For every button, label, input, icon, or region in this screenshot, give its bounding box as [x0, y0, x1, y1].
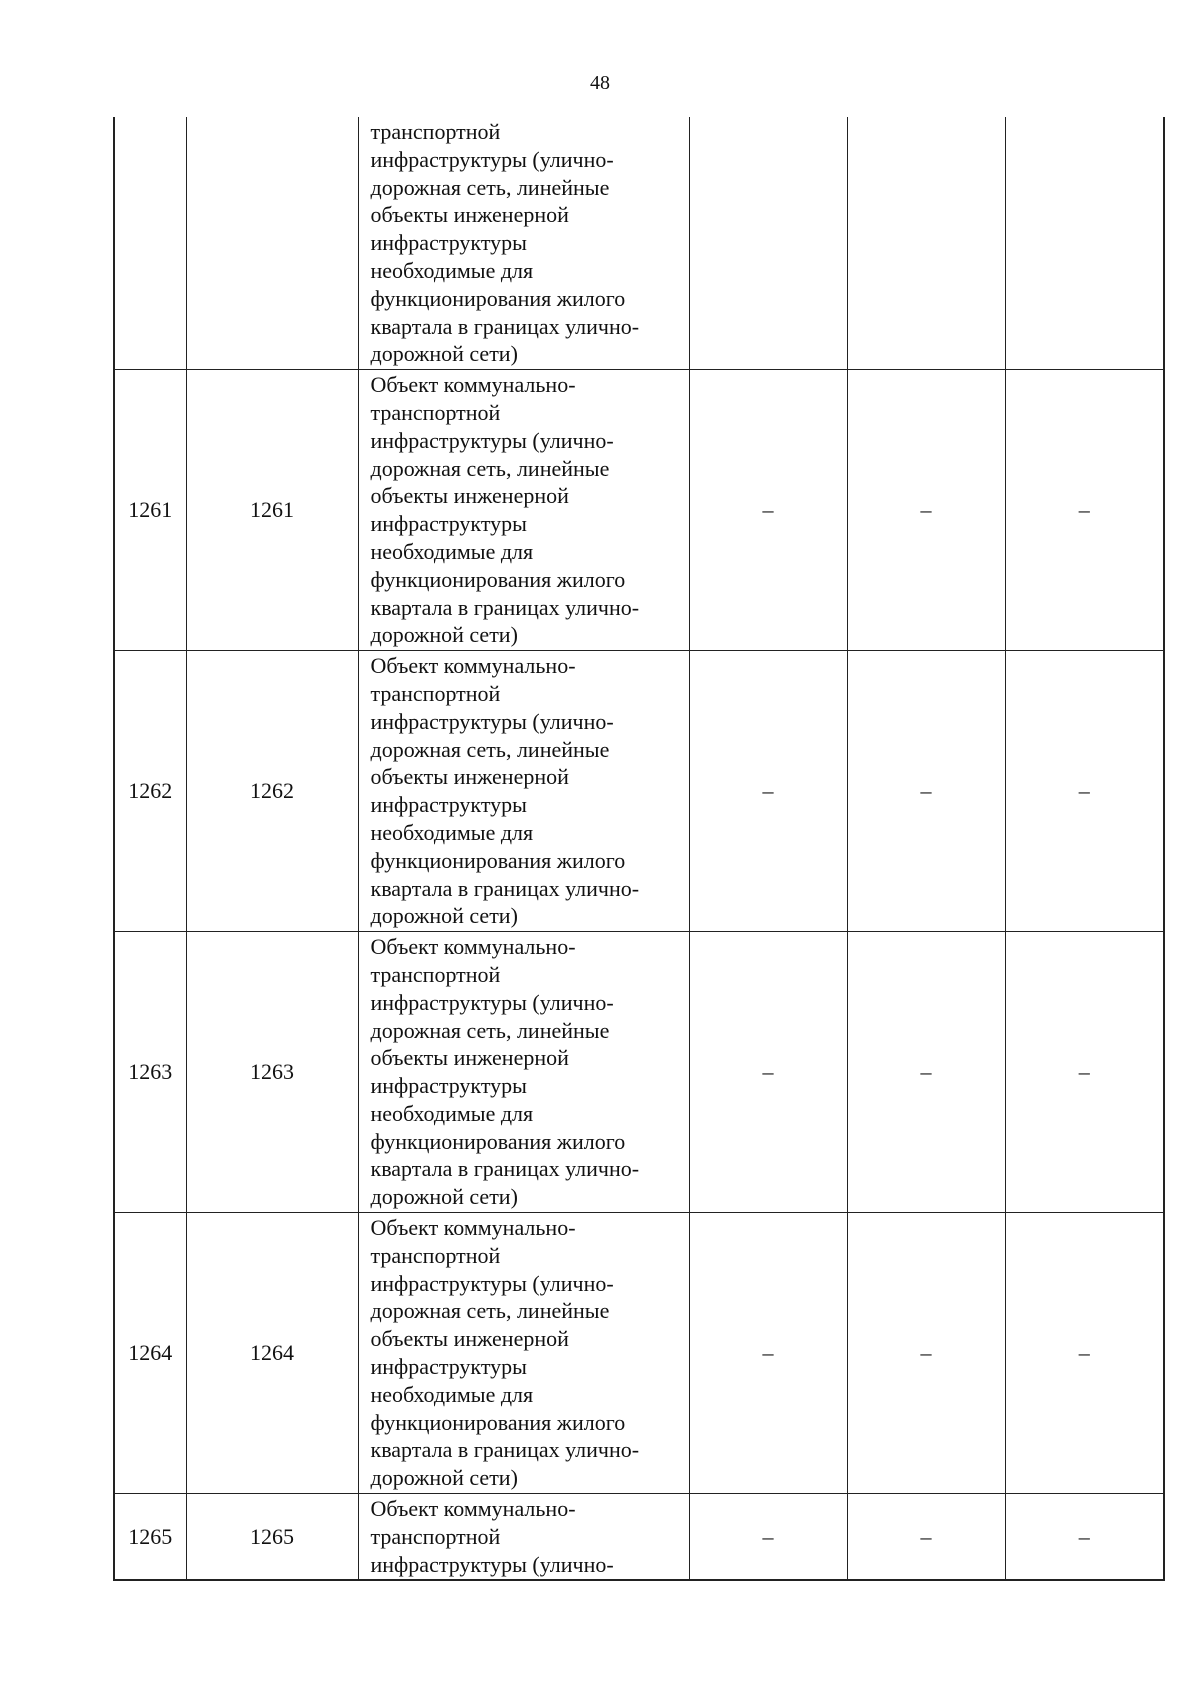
description-line: Объект коммунально-: [370, 653, 576, 679]
description-line: инфраструктуры (улично-: [370, 1270, 614, 1296]
description-line: функционирования жилого: [370, 285, 626, 311]
description-line: дорожной сети): [370, 903, 518, 929]
description-line: дорожной сети): [370, 1465, 518, 1491]
table-row: [115, 1494, 1163, 1580]
cell-id: 1261: [186, 370, 358, 651]
description-line: транспортной: [370, 119, 501, 144]
description-line: функционирования жилого: [370, 566, 626, 592]
cell-col5: –: [847, 1494, 1005, 1580]
description-line: инфраструктуры (улично-: [370, 989, 614, 1015]
description-line: дорожной сети): [370, 1184, 518, 1210]
cell-id: 1264: [186, 1213, 358, 1494]
cell-description: [358, 932, 689, 1213]
cell-id: 1263: [186, 932, 358, 1213]
description-line: дорожной сети): [370, 622, 518, 648]
description-line: дорожная сеть, линейные: [370, 1298, 610, 1324]
table-row: [115, 1213, 1163, 1494]
data-table-frame: [113, 117, 1165, 1581]
cell-id: [186, 117, 358, 370]
description-line: функционирования жилого: [370, 847, 626, 873]
description-line: инфраструктуры (улично-: [370, 146, 614, 172]
cell-col5: –: [847, 1213, 1005, 1494]
description-line: необходимые для: [370, 538, 534, 564]
cell-description: [358, 1494, 689, 1580]
description-line: дорожной сети): [370, 341, 518, 367]
description-line: необходимые для: [370, 1381, 534, 1407]
cell-number: 1263: [115, 932, 186, 1213]
cell-col6: –: [1005, 651, 1163, 932]
description-line: необходимые для: [370, 257, 534, 283]
description-line: инфраструктуры: [370, 1354, 527, 1380]
description-line: объекты инженерной: [370, 483, 569, 509]
cell-description: [358, 1213, 689, 1494]
cell-col4: –: [689, 1494, 847, 1580]
description-line: Объект коммунально-: [370, 934, 576, 960]
cell-col6: [1005, 117, 1163, 370]
description-line: квартала в границах улично-: [370, 1437, 640, 1463]
description-line: инфраструктуры: [370, 792, 527, 818]
description-line: необходимые для: [370, 1100, 534, 1126]
cell-description: [358, 117, 689, 370]
description-line: транспортной: [370, 680, 501, 706]
cell-description: [358, 651, 689, 932]
description-line: транспортной: [370, 1523, 501, 1549]
page-number: 48: [590, 72, 610, 94]
cell-col6: –: [1005, 1494, 1163, 1580]
description-line: инфраструктуры (улично-: [370, 1551, 614, 1577]
cell-description: [358, 370, 689, 651]
cell-col5: [847, 117, 1005, 370]
description-line: объекты инженерной: [370, 202, 569, 228]
description-line: инфраструктуры: [370, 230, 527, 256]
cell-col6: –: [1005, 1213, 1163, 1494]
table-row-continuation: [115, 117, 1163, 370]
cell-id: 1262: [186, 651, 358, 932]
cell-col4: –: [689, 651, 847, 932]
description-line: транспортной: [370, 399, 501, 425]
description-line: инфраструктуры: [370, 511, 527, 537]
table-row: [115, 651, 1163, 932]
description-line: квартала в границах улично-: [370, 875, 640, 901]
cell-col5: –: [847, 932, 1005, 1213]
description-line: инфраструктуры: [370, 1073, 527, 1099]
cell-col6: –: [1005, 932, 1163, 1213]
description-line: инфраструктуры (улично-: [370, 427, 614, 453]
description-line: инфраструктуры (улично-: [370, 708, 614, 734]
cell-col6: –: [1005, 370, 1163, 651]
description-line: транспортной: [370, 961, 501, 987]
cell-number: 1265: [115, 1494, 186, 1580]
description-line: дорожная сеть, линейные: [370, 1017, 610, 1043]
cell-number: 1261: [115, 370, 186, 651]
cell-number: 1262: [115, 651, 186, 932]
description-line: квартала в границах улично-: [370, 1156, 640, 1182]
description-line: функционирования жилого: [370, 1409, 626, 1435]
table-row: [115, 370, 1163, 651]
cell-col4: –: [689, 370, 847, 651]
description-line: квартала в границах улично-: [370, 594, 640, 620]
description-line: квартала в границах улично-: [370, 313, 640, 339]
description-line: объекты инженерной: [370, 764, 569, 790]
description-line: Объект коммунально-: [370, 1496, 576, 1522]
description-line: Объект коммунально-: [370, 372, 576, 398]
cell-col4: –: [689, 1213, 847, 1494]
cell-number: 1264: [115, 1213, 186, 1494]
table-row: [115, 932, 1163, 1213]
cell-col4: [689, 117, 847, 370]
cell-id: 1265: [186, 1494, 358, 1580]
description-line: необходимые для: [370, 819, 534, 845]
description-line: объекты инженерной: [370, 1045, 569, 1071]
description-line: Объект коммунально-: [370, 1215, 576, 1241]
description-line: функционирования жилого: [370, 1128, 626, 1154]
cell-col5: –: [847, 651, 1005, 932]
cell-col5: –: [847, 370, 1005, 651]
description-line: дорожная сеть, линейные: [370, 736, 610, 762]
description-line: объекты инженерной: [370, 1326, 569, 1352]
data-table: [115, 117, 1163, 1579]
cell-col4: –: [689, 932, 847, 1213]
description-line: транспортной: [370, 1242, 501, 1268]
cell-number: [115, 117, 186, 370]
description-line: дорожная сеть, линейные: [370, 455, 610, 481]
description-line: дорожная сеть, линейные: [370, 174, 610, 200]
